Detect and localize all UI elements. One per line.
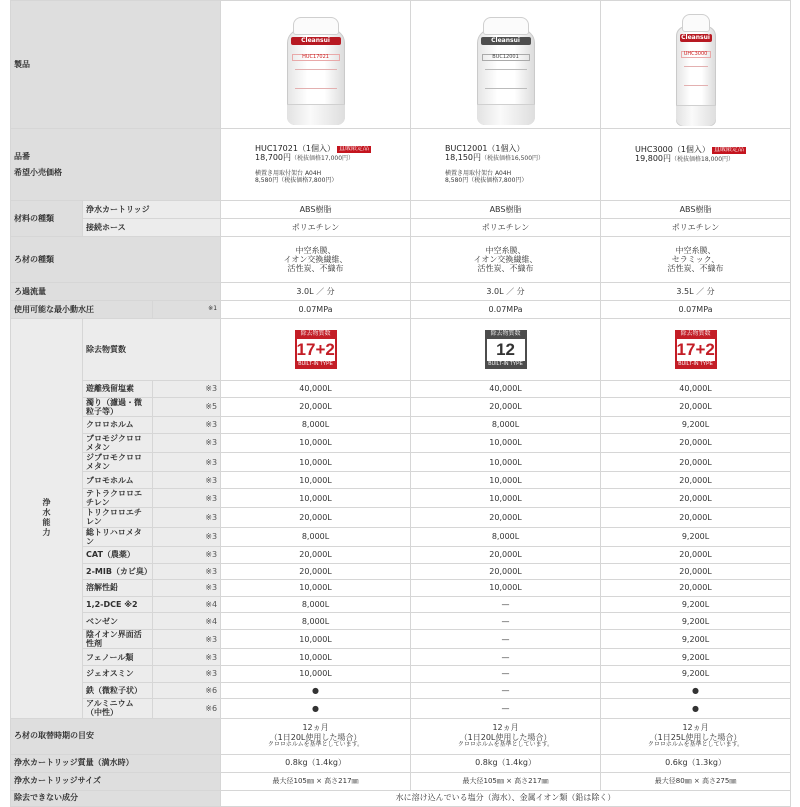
removal-badge: 除去物質数 17+2 BUILT-IN TYPE — [676, 331, 715, 368]
capacity-value: 10,000L — [221, 580, 411, 597]
product-name: UHC3000（1個入） — [635, 144, 710, 154]
substance-name: テトラクロロエチレン — [83, 488, 153, 507]
capacity-value: — — [411, 596, 601, 613]
unremovable-value: 水に溶け込んでいる塩分（海水）、金属イオン類（鉛は除く） — [221, 790, 791, 806]
capacity-value: 20,000L — [601, 433, 791, 452]
capacity-value: — — [411, 649, 601, 666]
item-no-label: 品番 — [14, 152, 30, 162]
capacity-value: 20,000L — [601, 563, 791, 580]
substance-note: ※4 — [153, 596, 221, 613]
substance-row — [11, 547, 791, 564]
product-model-print: UHC3000 — [681, 51, 711, 59]
material-value: ポリエチレン — [221, 219, 411, 237]
capacity-value: 10,000L — [411, 433, 601, 452]
capacity-value: 20,000L — [411, 508, 601, 527]
substance-name: 溶解性鉛 — [83, 580, 153, 597]
substance-name: フェノール類 — [83, 649, 153, 666]
substance-note: ※6 — [153, 682, 221, 699]
product-price: 18,150円 — [445, 153, 482, 163]
material-value: ABS樹脂 — [221, 201, 411, 219]
capacity-value: 10,000L — [411, 472, 601, 489]
capacity-value: — — [411, 665, 601, 682]
capacity-value: 20,000L — [221, 563, 411, 580]
substance-row — [11, 452, 791, 471]
capacity-value: 9,200L — [601, 416, 791, 433]
capacity-value: 9,200L — [601, 630, 791, 649]
product-logo: Cleansui — [481, 37, 531, 46]
capacity-value: — — [411, 682, 601, 699]
hose-label: 接続ホース — [83, 219, 221, 237]
capacity-value: 8,000L — [221, 416, 411, 433]
material-row-cartridge — [11, 201, 791, 219]
accessory-price: 8,580円（税抜価格7,800円） — [445, 177, 528, 185]
price-label: 希望小売価格 — [14, 167, 62, 177]
filter-material-value: 中空糸膜、 イオン交換繊維、 活性炭、不織布 — [221, 237, 411, 283]
substance-row — [11, 527, 791, 546]
product-row — [11, 1, 791, 129]
pressure-note: ※1 — [153, 301, 221, 319]
capacity-value: 8,000L — [221, 596, 411, 613]
substance-name: ブロモホルム — [83, 472, 153, 489]
substance-note: ※3 — [153, 563, 221, 580]
material-value: ポリエチレン — [601, 219, 791, 237]
filter-material-value: 中空糸膜、 セラミック、 活性炭、不織布 — [601, 237, 791, 283]
substance-name: 総トリハロメタン — [83, 527, 153, 546]
capacity-value: 20,000L — [601, 488, 791, 507]
substance-name: 遊離残留塩素 — [83, 381, 153, 398]
substance-name: ジェオスミン — [83, 665, 153, 682]
capacity-value: — — [411, 699, 601, 718]
capacity-value: ● — [601, 699, 791, 718]
capacity-value: 10,000L — [221, 649, 411, 666]
capacity-value: 40,000L — [221, 381, 411, 398]
weight-row — [11, 754, 791, 772]
material-label: 材料の種類 — [11, 201, 83, 237]
substance-note: ※5 — [153, 397, 221, 416]
substance-row — [11, 613, 791, 630]
name-price-row — [11, 129, 791, 201]
life-value: 12ヵ月 （1日20L使用した場合） クロロホルムを基準としています。 — [411, 718, 601, 754]
product-label: 製品 — [11, 1, 221, 129]
product-model-print: HUC17021 — [292, 54, 340, 62]
capacity-value: 20,000L — [601, 452, 791, 471]
size-value: 最大径105㎜ × 高さ217㎜ — [221, 772, 411, 790]
substance-row — [11, 596, 791, 613]
life-label: ろ材の取替時期の目安 — [11, 718, 221, 754]
capacity-value: 20,000L — [221, 397, 411, 416]
life-row — [11, 718, 791, 754]
filter-material-row — [11, 237, 791, 283]
substance-note: ※3 — [153, 527, 221, 546]
capacity-value: 20,000L — [411, 397, 601, 416]
filter-material-label: ろ材の種類 — [11, 237, 221, 283]
substance-name: ブロモジクロロメタン — [83, 433, 153, 452]
material-value: ABS樹脂 — [411, 201, 601, 219]
material-row-hose — [11, 219, 791, 237]
substance-row — [11, 699, 791, 718]
removal-badge-cell — [411, 319, 601, 381]
weight-value: 0.8kg（1.4kg） — [411, 754, 601, 772]
removal-badge-cell — [221, 319, 411, 381]
product-info-3 — [601, 129, 791, 201]
limited-tag: 直販限定品 — [713, 145, 744, 153]
pressure-label: 使用可能な最小動水圧 — [11, 301, 153, 319]
weight-value: 0.6kg（1.3kg） — [601, 754, 791, 772]
capacity-value: 10,000L — [221, 452, 411, 471]
name-price-label — [11, 129, 221, 201]
substance-row — [11, 682, 791, 699]
substance-row — [11, 416, 791, 433]
capacity-value: 10,000L — [411, 452, 601, 471]
capacity-value: 10,000L — [411, 488, 601, 507]
substance-note: ※3 — [153, 580, 221, 597]
capacity-value: 10,000L — [221, 665, 411, 682]
flow-row — [11, 283, 791, 301]
removal-badge-cell — [601, 319, 791, 381]
substance-name: ベンゼン — [83, 613, 153, 630]
product-image-3 — [601, 1, 791, 129]
substance-row — [11, 649, 791, 666]
product-image-1 — [221, 1, 411, 129]
cartridge-label: 浄水カートリッジ — [83, 201, 221, 219]
capacity-value: 9,200L — [601, 527, 791, 546]
removal-label: 除去物質数 — [83, 319, 221, 381]
size-row — [11, 772, 791, 790]
removal-badge: 除去物質数 17+2 BUILT-IN TYPE — [296, 331, 335, 368]
pressure-value: 0.07MPa — [221, 301, 411, 319]
life-value: 12ヵ月 （1日20L使用した場合） クロロホルムを基準としています。 — [221, 718, 411, 754]
unremovable-label: 除去できない成分 — [11, 790, 221, 806]
capacity-value: 9,200L — [601, 649, 791, 666]
substance-row — [11, 665, 791, 682]
product-info-1 — [221, 129, 411, 201]
capacity-value: 20,000L — [411, 563, 601, 580]
removal-badge: 除去物質数 12 BUILT-IN TYPE — [485, 330, 527, 369]
capacity-value: 40,000L — [411, 381, 601, 398]
capacity-value: 10,000L — [411, 580, 601, 597]
accessory-name: 横置き用取付架台 A04H — [255, 170, 322, 178]
substance-note: ※3 — [153, 547, 221, 564]
capacity-value: 20,000L — [601, 397, 791, 416]
flow-value: 3.5L ／ 分 — [601, 283, 791, 301]
substance-row — [11, 630, 791, 649]
capacity-value: 9,200L — [601, 596, 791, 613]
product-info-2 — [411, 129, 601, 201]
capacity-value: 9,200L — [601, 613, 791, 630]
capacity-value: 10,000L — [221, 630, 411, 649]
capacity-value: 8,000L — [221, 613, 411, 630]
life-value: 12ヵ月 （1日25L使用した場合） クロロホルムを基準としています。 — [601, 718, 791, 754]
capacity-value: ● — [221, 699, 411, 718]
substance-row — [11, 508, 791, 527]
flow-label: ろ過流量 — [11, 283, 221, 301]
substance-note: ※3 — [153, 381, 221, 398]
capacity-value: 8,000L — [411, 527, 601, 546]
capacity-value: 8,000L — [221, 527, 411, 546]
capacity-label: 浄水能力 — [11, 319, 83, 719]
substance-row — [11, 433, 791, 452]
substance-name: 陰イオン界面活性剤 — [83, 630, 153, 649]
product-model-print: BUC12001 — [482, 54, 530, 62]
product-logo: Cleansui — [681, 33, 710, 41]
cartridge-image-uhc3000 — [676, 14, 716, 126]
substance-note: ※3 — [153, 649, 221, 666]
accessory-name: 横置き用取付架台 A04H — [445, 170, 512, 178]
substance-row — [11, 580, 791, 597]
material-value: ABS樹脂 — [601, 201, 791, 219]
substance-row — [11, 381, 791, 398]
weight-label: 浄水カートリッジ質量（満水時） — [11, 754, 221, 772]
pressure-value: 0.07MPa — [601, 301, 791, 319]
capacity-value: 10,000L — [221, 488, 411, 507]
flow-value: 3.0L ／ 分 — [411, 283, 601, 301]
removal-row — [11, 319, 791, 381]
substance-name: 1,2-DCE ※2 — [83, 596, 153, 613]
flow-value: 3.0L ／ 分 — [221, 283, 411, 301]
substance-note: ※3 — [153, 416, 221, 433]
capacity-value: 20,000L — [221, 508, 411, 527]
product-price-tax: （税抜価格16,500円） — [481, 155, 545, 163]
product-logo: Cleansui — [291, 37, 341, 46]
substance-note: ※6 — [153, 699, 221, 718]
size-value: 最大径80㎜ × 高さ275㎜ — [601, 772, 791, 790]
substance-note: ※3 — [153, 472, 221, 489]
cartridge-image-huc17021 — [287, 17, 345, 125]
substance-note: ※3 — [153, 488, 221, 507]
capacity-value: — — [411, 630, 601, 649]
capacity-value: 20,000L — [411, 547, 601, 564]
unremovable-row — [11, 790, 791, 806]
spec-table — [10, 0, 791, 807]
substance-note: ※3 — [153, 665, 221, 682]
capacity-value: 10,000L — [221, 433, 411, 452]
substance-name: CAT（農薬） — [83, 547, 153, 564]
product-price: 19,800円 — [635, 154, 672, 164]
capacity-value: 40,000L — [601, 381, 791, 398]
material-value: ポリエチレン — [411, 219, 601, 237]
capacity-value: 10,000L — [221, 472, 411, 489]
substance-note: ※3 — [153, 508, 221, 527]
product-price: 18,700円 — [255, 153, 292, 163]
product-name: HUC17021（1個入） — [255, 144, 336, 154]
capacity-value: 9,200L — [601, 665, 791, 682]
substance-note: ※3 — [153, 452, 221, 471]
accessory-price: 8,580円（税抜価格7,800円） — [255, 177, 338, 185]
substance-note: ※3 — [153, 630, 221, 649]
limited-tag: 直販限定品 — [339, 145, 370, 153]
substance-row — [11, 488, 791, 507]
pressure-value: 0.07MPa — [411, 301, 601, 319]
substance-row — [11, 563, 791, 580]
capacity-value: — — [411, 613, 601, 630]
weight-value: 0.8kg（1.4kg） — [221, 754, 411, 772]
substance-name: 濁り（濾過・微粒子等） — [83, 397, 153, 416]
product-price-tax: （税抜価格17,000円） — [291, 155, 355, 163]
cartridge-image-buc12001 — [477, 17, 535, 125]
capacity-value: 20,000L — [601, 547, 791, 564]
capacity-value: ● — [601, 682, 791, 699]
size-value: 最大径105㎜ × 高さ217㎜ — [411, 772, 601, 790]
substance-name: アルミニウム（中性） — [83, 699, 153, 718]
substance-name: クロロホルム — [83, 416, 153, 433]
filter-material-value: 中空糸膜、 イオン交換繊維、 活性炭、不織布 — [411, 237, 601, 283]
size-label: 浄水カートリッジサイズ — [11, 772, 221, 790]
capacity-value: 20,000L — [601, 508, 791, 527]
substance-name: トリクロロエチレン — [83, 508, 153, 527]
substance-note: ※4 — [153, 613, 221, 630]
capacity-value: 20,000L — [221, 547, 411, 564]
pressure-row — [11, 301, 791, 319]
product-price-tax: （税抜価格18,000円） — [671, 156, 735, 164]
substance-name: ジブロモクロロメタン — [83, 452, 153, 471]
substance-note: ※3 — [153, 433, 221, 452]
substance-row — [11, 397, 791, 416]
product-name: BUC12001（1個入） — [445, 144, 525, 154]
substance-name: 鉄（微粒子状） — [83, 682, 153, 699]
substance-row — [11, 472, 791, 489]
product-image-2 — [411, 1, 601, 129]
capacity-value: 8,000L — [411, 416, 601, 433]
substance-name: 2-MIB（カビ臭） — [83, 563, 153, 580]
capacity-value: 20,000L — [601, 472, 791, 489]
capacity-value: ● — [221, 682, 411, 699]
capacity-value: 20,000L — [601, 580, 791, 597]
